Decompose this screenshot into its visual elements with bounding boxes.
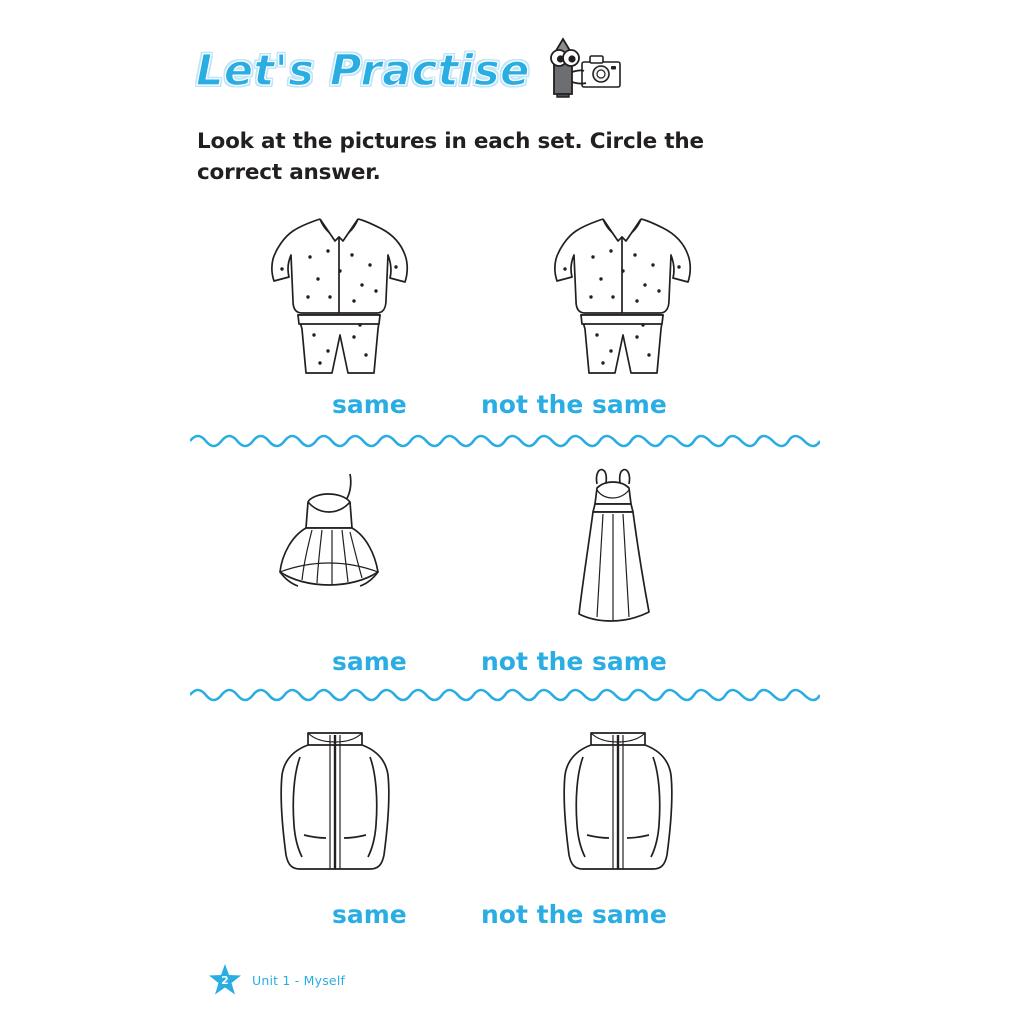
option-same-set-3[interactable]: same	[332, 900, 407, 929]
page-number-star	[208, 963, 242, 997]
pyjama-set-left-picture	[262, 205, 417, 390]
vest-right-picture	[545, 715, 700, 900]
pencil-mascot-with-camera-icon	[538, 36, 622, 103]
answer-options-set-1	[0, 390, 1024, 430]
answer-options-set-3	[0, 900, 1024, 940]
picture-pair	[0, 462, 1024, 647]
wavy-divider-1	[190, 430, 820, 452]
exercise-set-1	[0, 205, 1024, 430]
option-not-the-same-set-2[interactable]: not the same	[481, 647, 667, 676]
exercise-set-3	[0, 715, 1024, 940]
pyjama-set-right-picture	[545, 205, 700, 390]
exercise-set-2	[0, 462, 1024, 687]
page-title-row	[196, 46, 622, 103]
short-party-dress-picture	[262, 462, 417, 647]
unit-label: Unit 1 - Myself	[252, 972, 346, 988]
option-same-set-2[interactable]: same	[332, 647, 407, 676]
page-number: 2	[221, 974, 229, 987]
answer-options-set-2	[0, 647, 1024, 687]
option-not-the-same-set-3[interactable]: not the same	[481, 900, 667, 929]
wavy-divider-2	[190, 684, 820, 706]
page-footer	[208, 963, 345, 997]
instruction-text: Look at the pictures in each set. Circle the correct answer.	[197, 129, 704, 185]
option-same-set-1[interactable]: same	[332, 390, 407, 419]
vest-left-picture	[262, 715, 417, 900]
picture-pair	[0, 715, 1024, 900]
option-not-the-same-set-1[interactable]: not the same	[481, 390, 667, 419]
picture-pair	[0, 205, 1024, 390]
page-title: Let's Practise	[196, 46, 530, 96]
long-gown-dress-picture	[545, 462, 700, 647]
